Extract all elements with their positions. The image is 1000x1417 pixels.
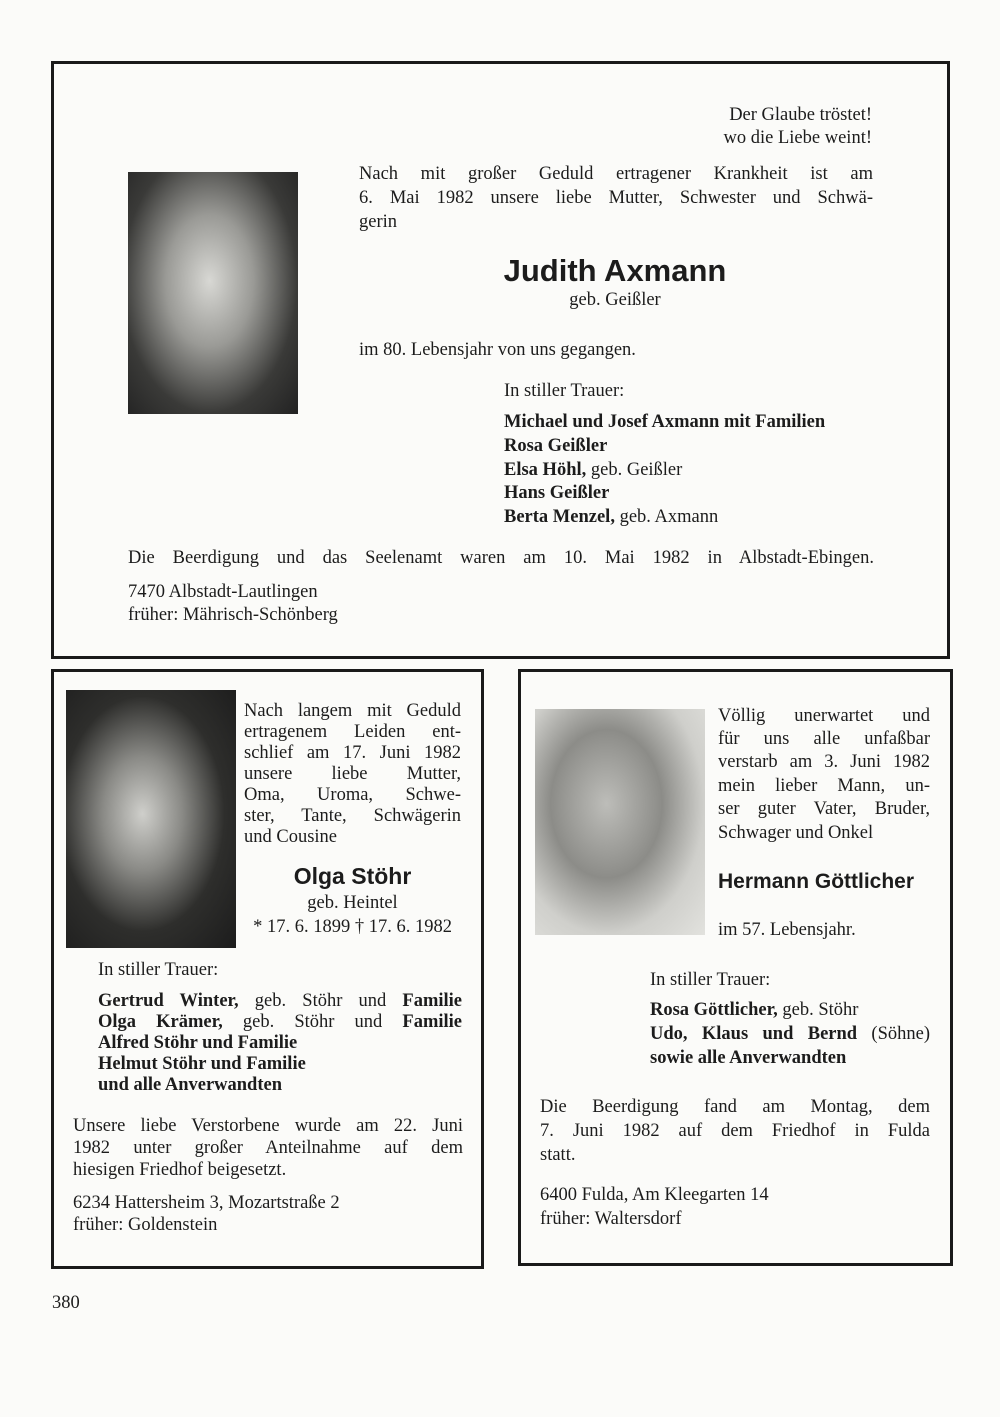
mourner bbox=[504, 459, 682, 481]
intro-line: Schwager und Onkel bbox=[718, 823, 874, 843]
intro-line: schlief am 17. Juni 1982 bbox=[244, 743, 461, 763]
mourner-bold: Alfred Stöhr und Familie bbox=[98, 1033, 298, 1053]
intro-line: Nach langem mit Geduld bbox=[244, 701, 461, 721]
address-line: 6234 Hattersheim 3, Mozartstraße 2 bbox=[73, 1193, 340, 1213]
intro-line: ertragenem Leiden ent- bbox=[244, 722, 461, 742]
intro-line: und Cousine bbox=[244, 827, 338, 847]
mourner-bold-suffix: Familie bbox=[402, 991, 462, 1011]
intro-line: Oma, Uroma, Schwe- bbox=[244, 785, 461, 805]
mourner bbox=[504, 506, 718, 528]
funeral-info: 7. Juni 1982 auf dem Friedhof in Fulda bbox=[540, 1121, 930, 1141]
mourner bbox=[650, 1047, 846, 1069]
portrait-photo-hermann-goettlicher bbox=[535, 709, 705, 935]
mourner-rest: geb. Stöhr und bbox=[238, 991, 403, 1011]
intro-line: gerin bbox=[359, 212, 398, 232]
address-line: früher: Goldenstein bbox=[73, 1215, 218, 1235]
funeral-info: Die Beerdigung und das Seelenamt waren am 10. Mai 1982 in Albstadt-Ebingen. bbox=[128, 548, 874, 568]
mourning-label: In stiller Trauer: bbox=[504, 381, 625, 401]
mourner bbox=[504, 435, 607, 457]
deceased-name: Olga Stöhr bbox=[293, 863, 412, 890]
intro-line: mein lieber Mann, un- bbox=[718, 776, 930, 796]
address-line: früher: Mährisch-Schönberg bbox=[128, 605, 338, 625]
mourner-bold: sowie alle Anverwandten bbox=[650, 1048, 847, 1068]
mourner-rest: (Söhne) bbox=[857, 1024, 931, 1044]
mourner-bold: Gertrud Winter, bbox=[98, 991, 239, 1011]
maiden-name: geb. Heintel bbox=[307, 893, 398, 913]
address-line: 6400 Fulda, Am Kleegarten 14 bbox=[540, 1185, 769, 1205]
mourner bbox=[98, 1074, 282, 1096]
mourner bbox=[98, 1032, 297, 1054]
funeral-info: Die Beerdigung fand am Montag, dem bbox=[540, 1097, 930, 1117]
intro-line: 6. Mai 1982 unsere liebe Mutter, Schwester und Schwä- bbox=[359, 188, 873, 208]
mourner-bold-suffix: Familie bbox=[402, 1012, 462, 1032]
mourner-bold: Rosa Göttlicher, bbox=[650, 1000, 778, 1020]
address-line: 7470 Albstadt-Lautlingen bbox=[128, 582, 318, 602]
mourner bbox=[98, 1011, 462, 1033]
motto-line: wo die Liebe weint! bbox=[723, 128, 872, 148]
mourner bbox=[98, 990, 462, 1012]
intro-line: verstarb am 3. Juni 1982 bbox=[718, 752, 930, 772]
mourner-bold: Hans Geißler bbox=[504, 483, 610, 503]
mourner-rest: geb. Geißler bbox=[586, 460, 683, 480]
mourner-rest: geb. Stöhr bbox=[777, 1000, 859, 1020]
maiden-name: geb. Geißler bbox=[569, 290, 661, 310]
mourner bbox=[650, 999, 858, 1021]
mourner-bold: Udo, Klaus und Bernd bbox=[650, 1024, 858, 1044]
address-line: früher: Waltersdorf bbox=[540, 1209, 682, 1229]
mourner-bold: und alle Anverwandten bbox=[98, 1075, 283, 1095]
deceased-name: Hermann Göttlicher bbox=[718, 870, 915, 894]
mourner bbox=[504, 482, 609, 504]
funeral-info: Unsere liebe Verstorbene wurde am 22. Juni bbox=[73, 1116, 463, 1136]
funeral-info: statt. bbox=[540, 1145, 576, 1165]
page-number: 380 bbox=[52, 1293, 80, 1313]
mourner bbox=[98, 1053, 306, 1075]
portrait-photo-judith-axmann bbox=[128, 172, 298, 414]
intro-line: für uns alle unfaßbar bbox=[718, 729, 930, 749]
intro-line: ser guter Vater, Bruder, bbox=[718, 799, 930, 819]
mourner-bold: Berta Menzel, bbox=[504, 507, 615, 527]
portrait-photo-olga-stoehr bbox=[66, 690, 236, 948]
funeral-info: 1982 unter großer Anteilnahme auf dem bbox=[73, 1138, 463, 1158]
mourning-label: In stiller Trauer: bbox=[98, 960, 219, 980]
mourner bbox=[650, 1023, 930, 1045]
mourner-bold: Elsa Höhl, bbox=[504, 460, 587, 480]
mourner-bold: Rosa Geißler bbox=[504, 436, 608, 456]
age-line: im 57. Lebensjahr. bbox=[718, 920, 856, 940]
funeral-info: hiesigen Friedhof beigesetzt. bbox=[73, 1160, 287, 1180]
mourner-rest: geb. Axmann bbox=[614, 507, 719, 527]
deceased-name: Judith Axmann bbox=[503, 253, 727, 289]
age-line: im 80. Lebensjahr von uns gegangen. bbox=[359, 340, 636, 360]
intro-line: Nach mit großer Geduld ertragener Krankheit ist am bbox=[359, 164, 873, 184]
motto-line: Der Glaube tröstet! bbox=[729, 105, 872, 125]
mourner-bold: Michael und Josef Axmann mit Familien bbox=[504, 412, 826, 432]
mourner bbox=[504, 411, 825, 433]
mourner-bold: Olga Krämer, bbox=[98, 1012, 223, 1032]
mourner-bold: Helmut Stöhr und Familie bbox=[98, 1054, 306, 1074]
mourner-rest: geb. Stöhr und bbox=[222, 1012, 403, 1032]
life-dates: * 17. 6. 1899 † 17. 6. 1982 bbox=[253, 917, 452, 937]
intro-line: Völlig unerwartet und bbox=[718, 706, 930, 726]
intro-line: unsere liebe Mutter, bbox=[244, 764, 461, 784]
intro-line: ster, Tante, Schwägerin bbox=[244, 806, 461, 826]
mourning-label: In stiller Trauer: bbox=[650, 970, 771, 990]
